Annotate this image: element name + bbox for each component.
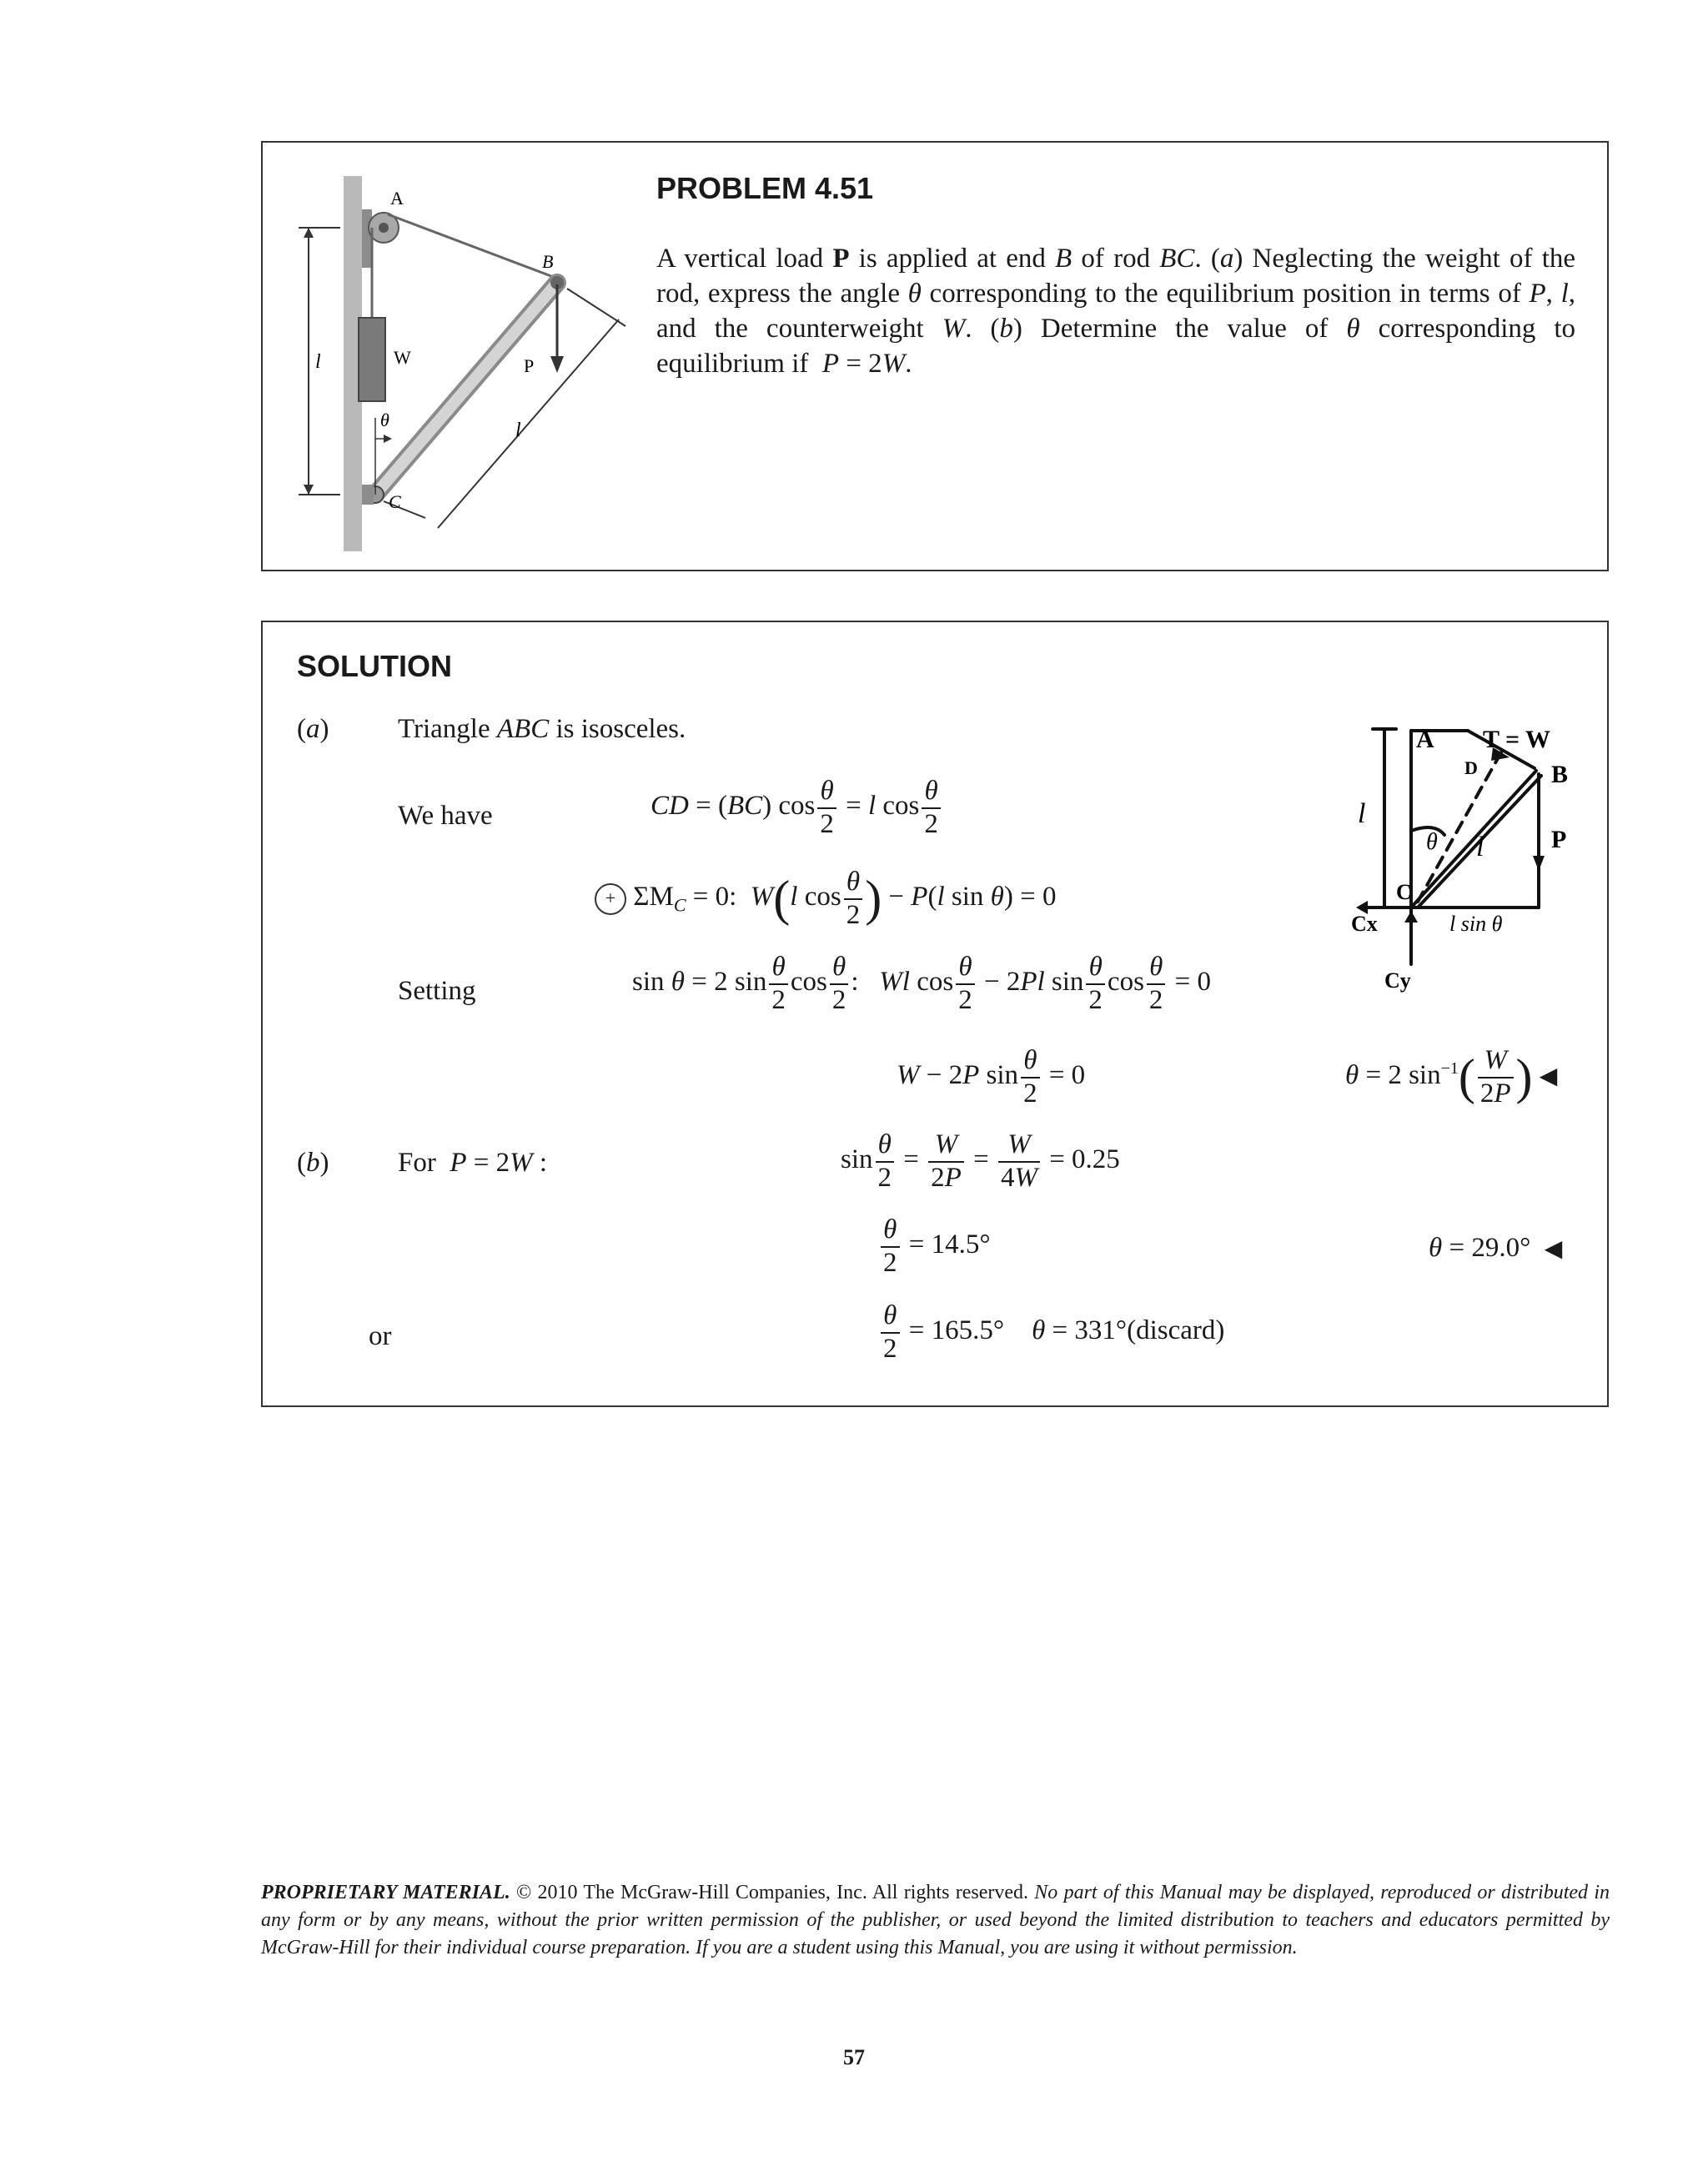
- label-c: C: [389, 491, 401, 512]
- sketch-label-d: D: [1464, 757, 1478, 778]
- problem-box: [261, 141, 1609, 571]
- solution-heading: SOLUTION: [297, 649, 452, 683]
- eq-cd: CD = (BC) cos $\frac{\theta}{2}$ = l cos $\frac{\theta}{2}$: [651, 777, 943, 838]
- we-have-label: We have: [398, 801, 493, 831]
- or-label: or: [369, 1321, 392, 1351]
- setting-label: Setting: [398, 976, 476, 1006]
- label-a: A: [390, 188, 404, 209]
- sketch-label-theta: θ: [1426, 829, 1438, 855]
- copyright-footer: [261, 1879, 1610, 1962]
- label-w: W: [394, 347, 411, 368]
- problem-title: PROBLEM 4.51: [656, 171, 874, 205]
- page-number: 57: [843, 2045, 865, 2069]
- sketch-label-cy: Cy: [1384, 968, 1411, 993]
- label-theta: θ: [380, 410, 389, 430]
- footer-rest: No part of this Manual may be displayed, reproduced or distributed in any form or by any means, without the prior written permission of the publisher, or used beyond the limited distribution to teachers and educators permitted by McGraw-Hill for their individual course preparation. If you are a student using this Manual, you are using it without permission.: [261, 1882, 1610, 1958]
- label-l-rod: l: [515, 420, 521, 441]
- sketch-label-cx: Cx: [1351, 912, 1378, 936]
- problem-figure: [292, 168, 634, 551]
- eq-sin: sin $\frac{\theta}{2}$ = $\frac{W}{2P}$ = $\frac{W}{4W}$ = 0.25: [841, 1129, 1120, 1193]
- label-p: P: [524, 355, 535, 376]
- part-b-label: (b): [297, 1148, 329, 1178]
- eq-alt: $\frac{\theta}{2}$ = 165.5° θ = 331°(discard): [878, 1302, 1224, 1363]
- counterweight: [359, 318, 385, 401]
- sketch-label-p: P: [1551, 826, 1567, 853]
- label-l-left: l: [315, 351, 321, 373]
- sketch-label-b: B: [1551, 761, 1569, 788]
- problem-statement: A vertical load P is applied at end B of rod BC. (a) Neglecting the weight of the rod, express the angle θ corresponding to the equilibrium position in terms of P, l, and the counterweight W. (b) Determine the value of θ corresponding to equilibrium if P = 2W.: [656, 244, 1576, 379]
- label-b: B: [542, 251, 554, 272]
- eq-half: $\frac{\theta}{2}$ = 14.5°: [878, 1216, 991, 1277]
- eq-setting: sin θ = 2 sin $\frac{\theta}{2}$ cos $\frac{\theta}{2}$ : Wl cos $\frac{\theta}{2}$ − 2Pl sin $\frac{\theta}{2}$ cos $\frac{\theta}{2}$ = 0: [632, 952, 1212, 1015]
- sketch-label-l-rod: l: [1476, 832, 1484, 862]
- solution-sketch: [1351, 722, 1708, 1006]
- solution-box: [261, 621, 1609, 1407]
- part-a-label: (a): [297, 714, 329, 744]
- eq-reduced: W − 2P sin $\frac{\theta}{2}$ = 0: [897, 1045, 1086, 1109]
- sketch-label-lsin: l sin θ: [1449, 912, 1503, 936]
- sketch-label-t: T = W: [1483, 726, 1551, 753]
- footer-copyright: © 2010 The McGraw-Hill Companies, Inc. All rights reserved.: [516, 1882, 1028, 1903]
- answer-a: θ = 2 $\sin^{-1}$( $\frac{W}{2P}$ ) ◀: [1345, 1045, 1558, 1109]
- sketch-label-c: C: [1396, 880, 1412, 904]
- eq-moment: + $\Sigma M_C = 0$: W(l cos $\frac{\theta}{2}$ ) − P(l sin θ) = 0: [595, 868, 1056, 929]
- part-b-for: For P = 2W :: [398, 1148, 548, 1178]
- sketch-label-l-left: l: [1358, 798, 1366, 829]
- sketch-label-a: A: [1416, 726, 1434, 753]
- answer-b: θ = 29.0° ◀: [1429, 1233, 1563, 1263]
- part-a-line1: Triangle ABC is isosceles.: [398, 714, 686, 744]
- footer-bold: PROPRIETARY MATERIAL.: [261, 1882, 510, 1903]
